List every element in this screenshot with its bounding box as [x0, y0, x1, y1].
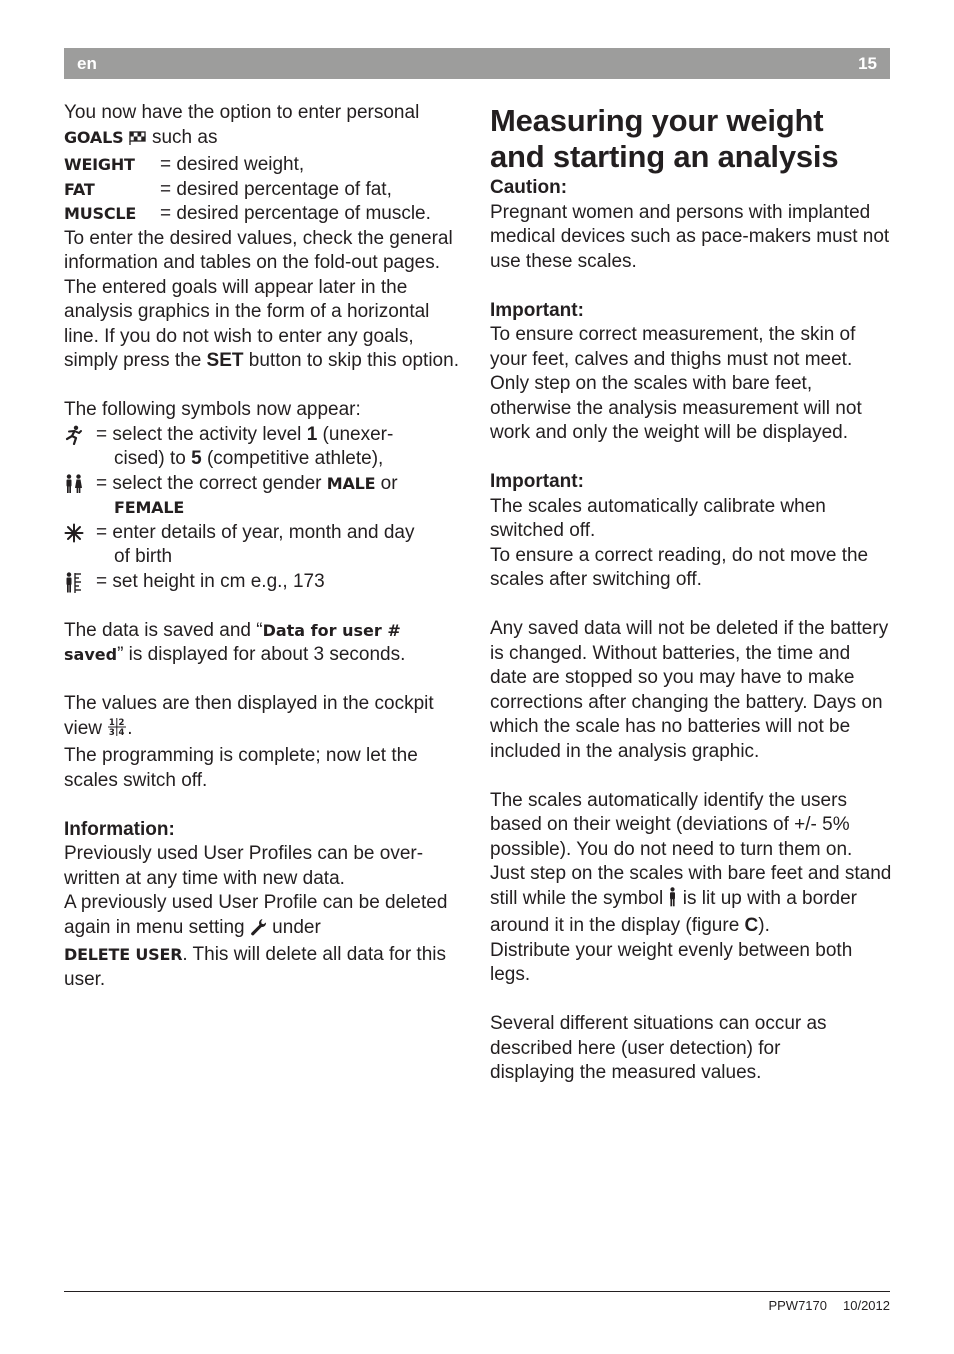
data-saved-paragraph: The data is saved and “Data for user # saved” is displayed for about 3 seconds. — [64, 619, 406, 665]
goals-graphics-paragraph: The entered goals will appear later in the analysis graphics in the form of a horizontal line. If you do not wish to enter any goals, simply press the SET button to skip this option. — [64, 276, 459, 371]
male-female-icon — [64, 472, 96, 521]
page-header-bar — [64, 48, 890, 79]
caution-heading: Caution: — [490, 177, 568, 198]
information-paragraph-2: A previously used User Profile can be deleted again in menu setting under DELETE USER. This will delete all data for this user. — [64, 892, 448, 990]
right-column — [490, 101, 892, 1086]
symbol-row-gender: = select the correct gender MALE or FEMALE — [64, 472, 466, 521]
height-measure-icon — [64, 570, 96, 595]
cockpit-view-icon — [107, 717, 127, 745]
situations-paragraph: Several different situations can occur as described here (user detection) for displaying the measured values. — [490, 1013, 827, 1083]
programming-complete-paragraph: The programming is complete; now let the scales switch off. — [64, 745, 418, 791]
battery-paragraph: Any saved data will not be deleted if the battery is changed. Without batteries, the time and date are stopped so you may have to make corrections after changing the battery. Days on which the scale has no batteries will not be included in the analysis graphic. — [490, 618, 889, 762]
svg-text:2: 2 — [118, 717, 125, 728]
language-label: en — [77, 54, 97, 73]
caution-paragraph: Pregnant women and persons with implanted medical devices such as pace-makers must not use these scales. — [490, 201, 890, 272]
important-paragraph-2b: To ensure a correct reading, do not move the scales after switching off. — [490, 544, 869, 590]
important-paragraph-2a: The scales automatically calibrate when switched off. — [490, 495, 826, 541]
footer-divider — [64, 1291, 890, 1292]
symbol-row-activity: = select the activity level 1 (unexer- cised) to 5 (competitive athlete), — [64, 423, 466, 472]
asterisk-sparkle-icon — [64, 521, 96, 570]
information-paragraph-1: Previously used User Profiles can be over-written at any time with new data. — [64, 843, 424, 889]
goal-row-muscle: MUSCLE = desired percentage of muscle. — [64, 203, 431, 224]
running-person-icon — [64, 423, 96, 472]
svg-text:1: 1 — [109, 717, 116, 728]
desired-values-paragraph: To enter the desired values, check the general information and tables on the fold-out pages. — [64, 227, 453, 273]
goal-row-fat: FAT = desired percentage of fat, — [64, 178, 392, 200]
checkered-flag-icon — [129, 129, 147, 154]
svg-text:4: 4 — [118, 727, 125, 737]
important-heading-2: Important: — [490, 471, 584, 492]
svg-text:3: 3 — [109, 727, 116, 737]
edition-date: 10/2012 — [843, 1298, 890, 1313]
symbol-row-height: = set height in cm e.g., 173 — [64, 570, 466, 595]
cockpit-paragraph: The values are then displayed in the cockpit view 1 2 3 4 . — [64, 692, 466, 744]
delete-user-label: DELETE USER — [64, 945, 183, 964]
left-column — [64, 101, 466, 992]
important-paragraph-1: To ensure correct measurement, the skin of your feet, calves and thighs must not meet. Only step on the scales with bare feet, otherwise the analysis measurement will not work and only the weight will be displayed. — [490, 324, 862, 443]
goals-label: GOALS — [64, 127, 124, 147]
important-heading-1: Important: — [490, 299, 584, 321]
page-number: 15 — [858, 54, 877, 73]
goal-row-weight: WEIGHT = desired weight, — [64, 154, 305, 175]
set-button-label: SET — [206, 350, 244, 371]
section-title: Measuring your weight and starting an analysis — [490, 103, 839, 174]
symbol-row-birthdate: = enter details of year, month and day of birth — [64, 521, 466, 570]
footer — [768, 1298, 890, 1313]
model-number: PPW7170 — [768, 1298, 827, 1313]
information-heading: Information: — [64, 818, 175, 840]
goals-intro: You now have the option to enter personal GOALS such as — [64, 101, 466, 153]
user-identify-paragraph: The scales automatically identify the users based on their weight (deviations of +/- 5% possible). You do not need to turn them on. Just step on the scales with bare feet and stand still while the symbol is lit up with a border around it in the display (figure C). Distribute your weight evenly between both legs. — [490, 789, 892, 985]
symbols-intro: The following symbols now appear: — [64, 399, 361, 420]
wrench-icon — [250, 918, 267, 944]
